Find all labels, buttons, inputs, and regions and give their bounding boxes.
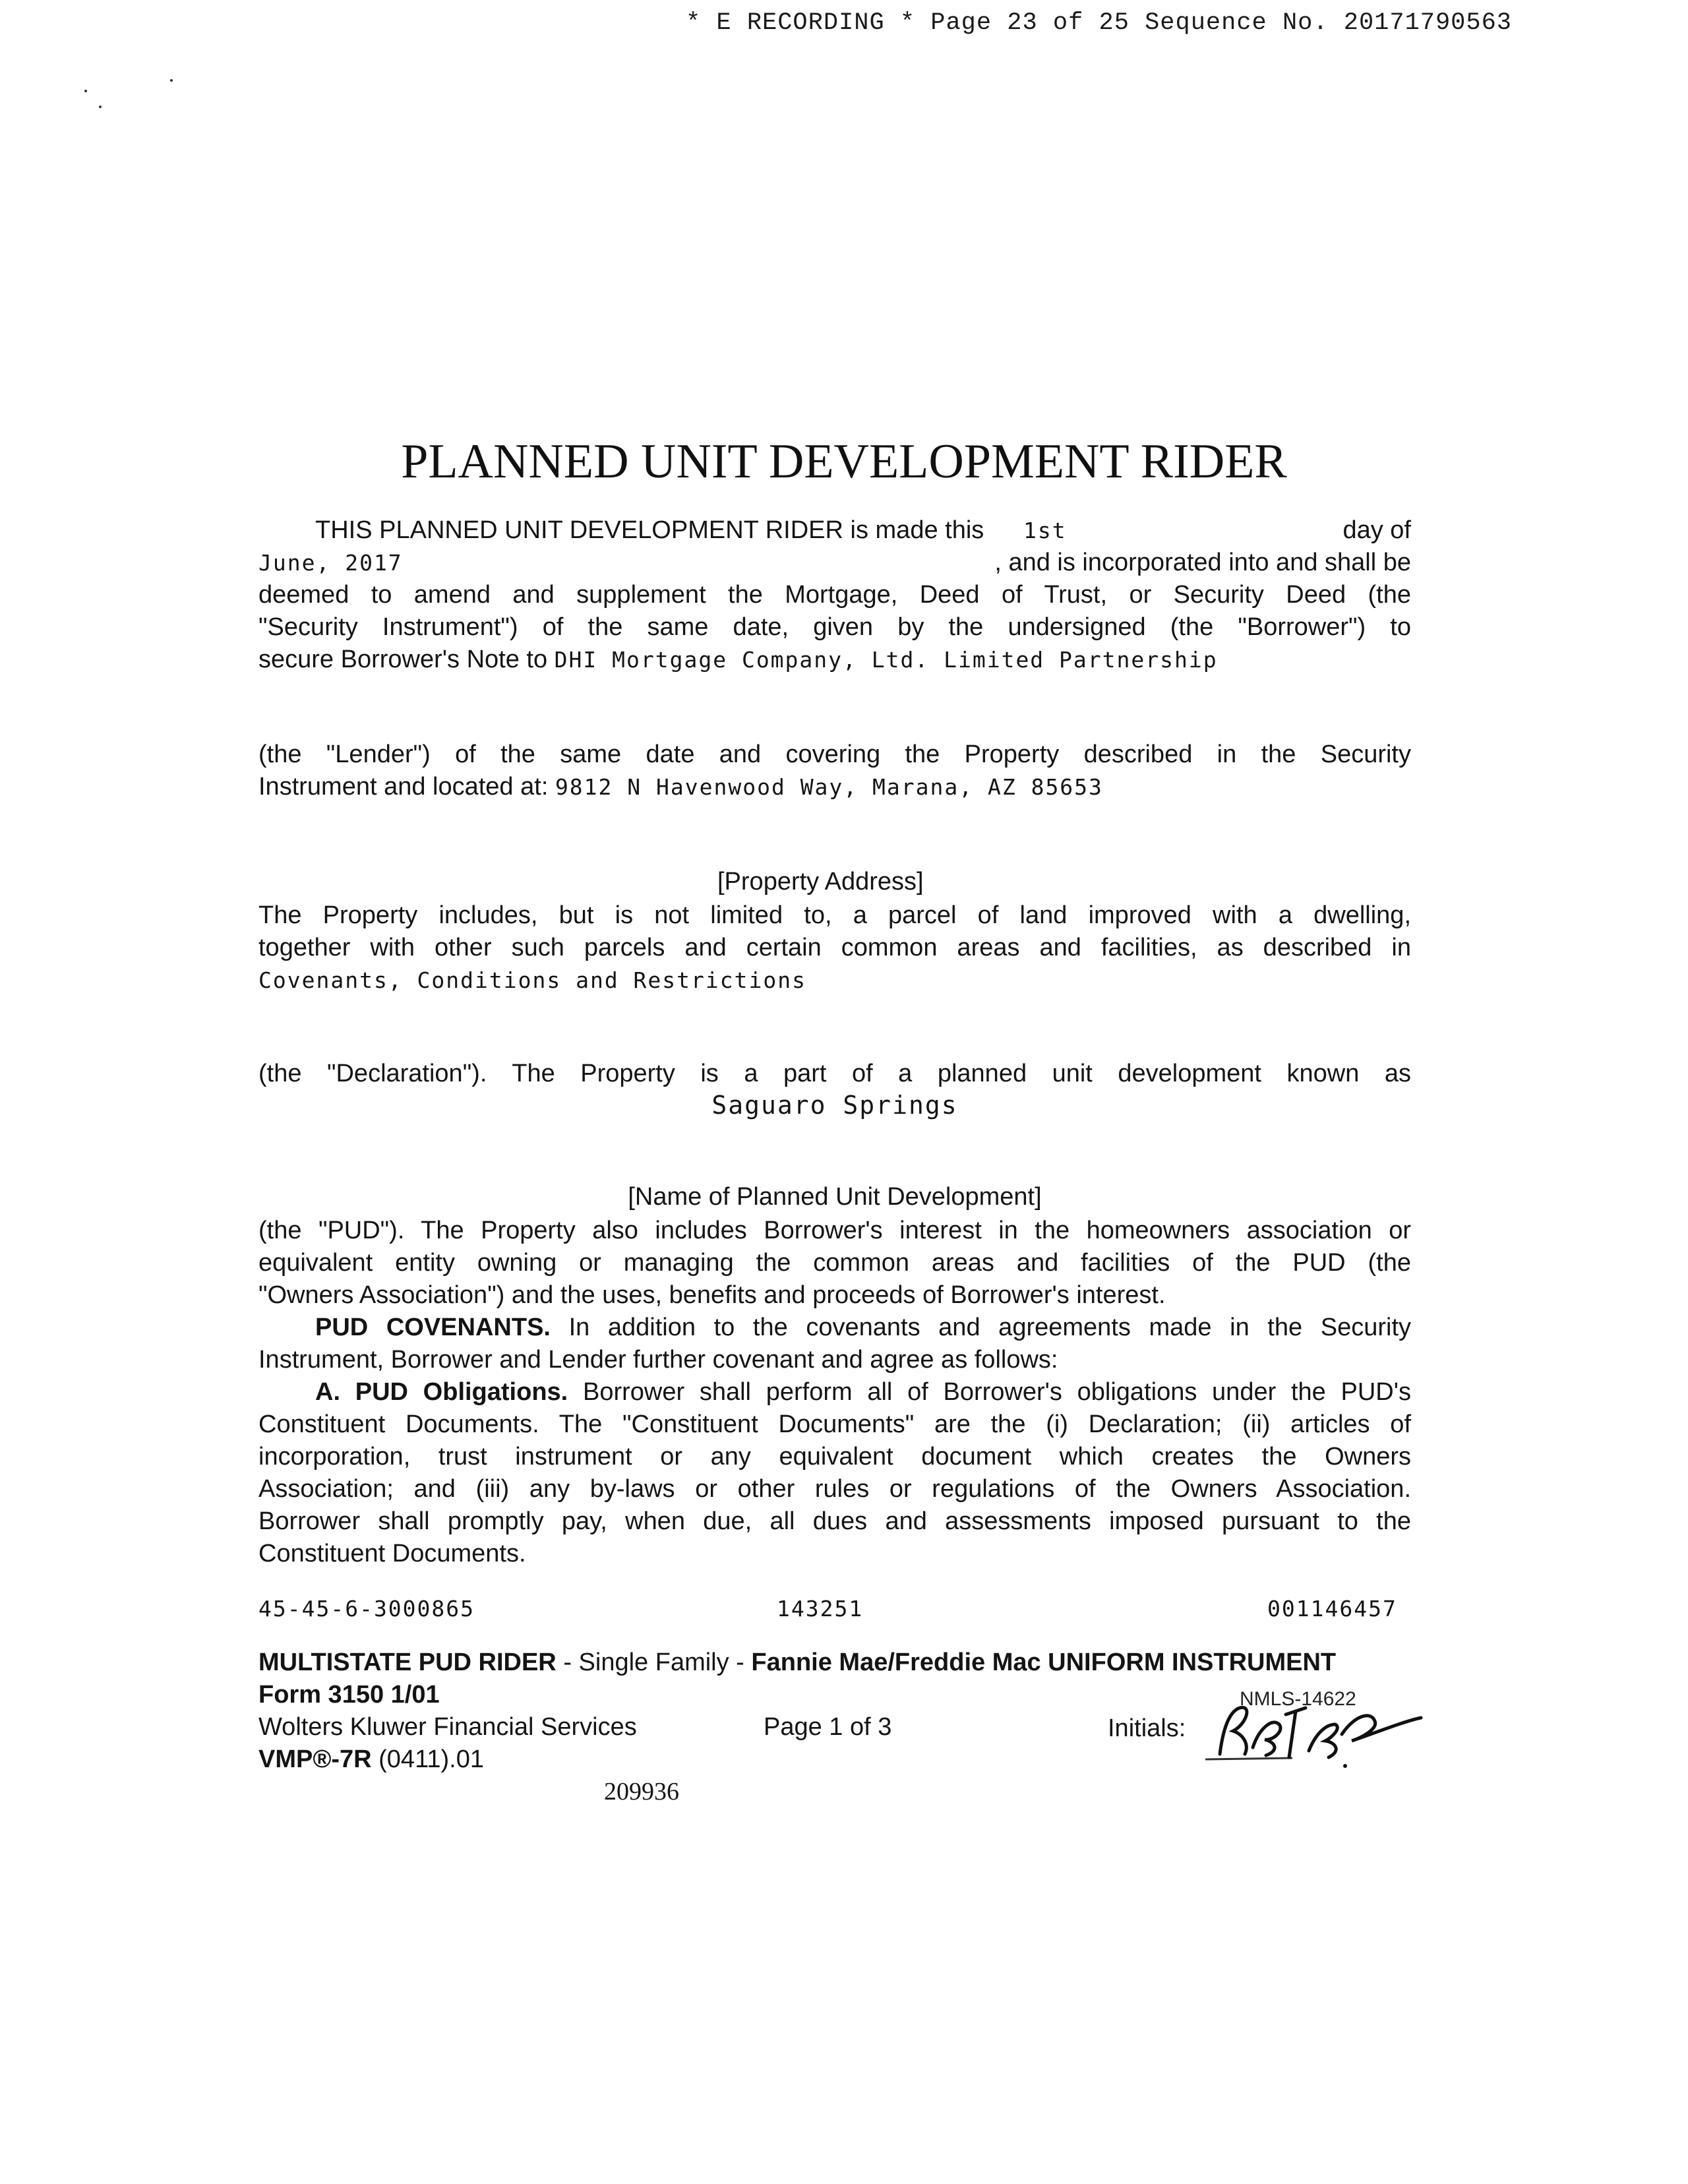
declaration-paragraph (258, 1058, 1411, 1090)
intro-line-3: deemed to amend and supplement the Mortgage, Deed of Trust, or Security Deed (the (258, 581, 1411, 609)
pud-name-caption: [Name of Planned Unit Development] (628, 1183, 1042, 1211)
document-number: 209936 (604, 1778, 679, 1805)
property-address-caption: [Property Address] (717, 868, 924, 895)
property-address: 9812 N Havenwood Way, Marana, AZ 85653 (555, 774, 1103, 800)
covenants-line-1: In addition to the covenants and agreements made in the Security (568, 1314, 1412, 1341)
pud-obligations-heading: A. PUD Obligations. (315, 1378, 568, 1406)
loan-id-right: 001146457 (1267, 1596, 1397, 1622)
pud-covenants-heading: PUD COVENANTS. (315, 1314, 551, 1341)
located-at-label: Instrument and located at: (258, 773, 549, 801)
intro-lead: THIS PLANNED UNIT DEVELOPMENT RIDER is made this (315, 516, 984, 544)
handwritten-initials-signature (1193, 1688, 1431, 1774)
pud-line-2: equivalent entity owning or managing the common areas and facilities of the PUD (the (258, 1249, 1411, 1277)
pud-name: Saguaro Springs (711, 1091, 958, 1120)
initials-label: Initials: (1108, 1714, 1186, 1742)
rider-subtype: - Single Family - (563, 1649, 744, 1676)
intro-line-5: secure Borrower's Note to (258, 646, 548, 673)
rider-date: June, 2017 (258, 550, 403, 576)
day-of-label: day of (1342, 516, 1411, 544)
obligations-line-6: Constituent Documents. (258, 1540, 526, 1567)
pud-line-1: (the "PUD"). The Property also includes Borrower's interest in the homeowners association or (258, 1217, 1411, 1244)
declaration-line-1: (the "Declaration"). The Property is a part of a planned unit development known as (258, 1060, 1411, 1087)
vmp-version: (0411).01 (378, 1745, 484, 1773)
obligations-line-2: Constituent Documents. The "Constituent Documents" are the (i) Declaration; (ii) articles of (258, 1410, 1411, 1438)
property-line-1: The Property includes, but is not limited to, a parcel of land improved with a dwelling, (258, 901, 1411, 929)
rider-form-title (258, 1649, 1336, 1677)
lender-name: DHI Mortgage Company, Ltd. Limited Partnership (554, 647, 1218, 673)
loan-id-left: 45-45-6-3000865 (258, 1596, 475, 1622)
lender-paragraph (258, 739, 1411, 803)
property-line-2: together with other such parcels and certain common areas and facilities, as described in (258, 934, 1411, 961)
pud-line-3: "Owners Association") and the uses, benefits and proceeds of Borrower's interest. (258, 1281, 1166, 1309)
declaration-name: Covenants, Conditions and Restrictions (258, 967, 806, 993)
vmp-code: VMP®-7R (258, 1745, 372, 1773)
uniform-instrument: Fannie Mae/Freddie Mac UNIFORM INSTRUMENT (751, 1649, 1337, 1676)
property-paragraph (258, 899, 1411, 996)
document-title: PLANNED UNIT DEVELOPMENT RIDER (401, 435, 1287, 489)
publisher: Wolters Kluwer Financial Services (258, 1713, 637, 1741)
intro-line-2: , and is incorporated into and shall be (994, 549, 1411, 576)
pud-paragraph (258, 1215, 1411, 1570)
obligations-line-1: Borrower shall perform all of Borrower's obligations under the PUD's (582, 1378, 1411, 1406)
nmls-number: NMLS-14622 (1240, 1688, 1356, 1710)
covenants-line-2: Instrument, Borrower and Lender further covenant and agree as follows: (258, 1346, 1058, 1374)
obligations-line-5: Borrower shall promptly pay, when due, all dues and assessments imposed pursuant to the (258, 1507, 1411, 1535)
lender-line-1: (the "Lender") of the same date and covering the Property described in the Security (258, 741, 1411, 768)
obligations-line-3: incorporation, trust instrument or any equivalent document which creates the Owners (258, 1443, 1411, 1471)
obligations-line-4: Association; and (iii) any by-laws or other rules or regulations of the Owners Association. (258, 1475, 1411, 1503)
form-number: Form 3150 1/01 (258, 1681, 440, 1709)
loan-id-middle: 143251 (777, 1596, 864, 1622)
intro-line-4: "Security Instrument") of the same date, given by the undersigned (the "Borrower") to (258, 613, 1411, 641)
rider-day: 1st (1023, 518, 1067, 543)
vmp-form-code (258, 1745, 484, 1774)
page-number: Page 1 of 3 (764, 1713, 892, 1741)
rider-type: MULTISTATE PUD RIDER (258, 1649, 557, 1676)
recording-stamp: * E RECORDING * Page 23 of 25 Sequence No. 20171790563 (686, 9, 1512, 37)
intro-paragraph (258, 514, 1411, 676)
